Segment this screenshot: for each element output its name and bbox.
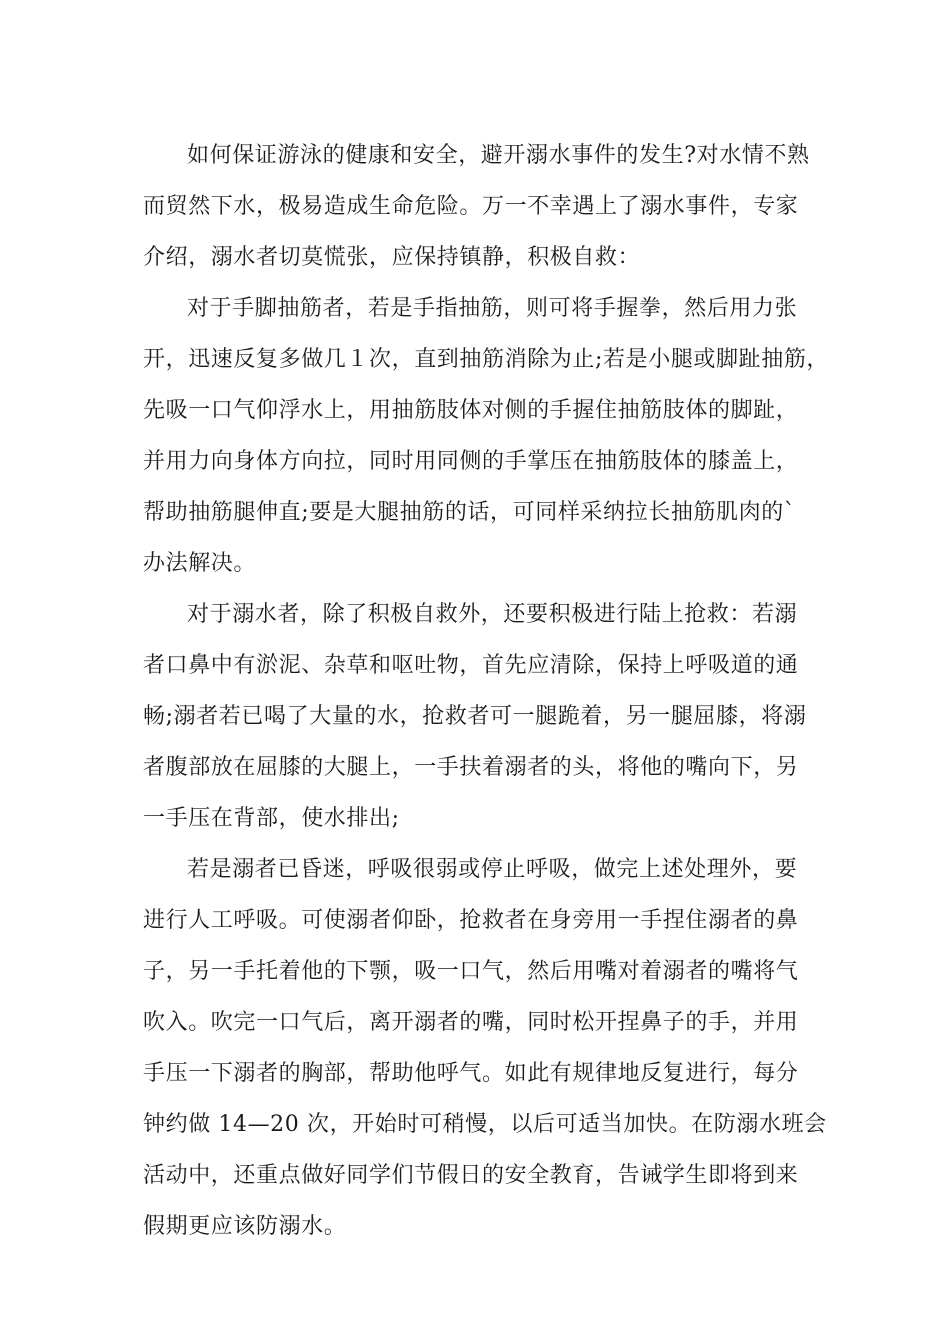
paragraph-line: 活动中，还重点做好同学们节假日的安全教育，告诫学生即将到来 [143, 1163, 799, 1188]
paragraph-line: 介绍，溺水者切莫慌张，应保持镇静，积极自救： [143, 245, 641, 270]
paragraph-line: 畅;溺者若已喝了大量的水，抢救者可一腿跪着，另一腿屈膝，将溺 [143, 704, 807, 729]
paragraph-land-rescue [143, 589, 823, 844]
paragraph-line: 帮助抽筋腿伸直;要是大腿抽筋的话，可同样采纳拉长抽筋肌肉的` [143, 500, 796, 525]
document-body [143, 130, 830, 1252]
paragraph-line: 者腹部放在屈膝的大腿上，一手扶着溺者的头，将他的嘴向下，另 [143, 755, 799, 780]
paragraph-line: 假期更应该防溺水。 [143, 1214, 347, 1239]
paragraph-cramp-handling [143, 283, 830, 589]
paragraph-line: 者口鼻中有淤泥、杂草和呕吐物，首先应清除，保持上呼吸道的通 [143, 653, 799, 678]
paragraph-line: 若是溺者已昏迷，呼吸很弱或停止呼吸，做完上述处理外，要 [187, 857, 798, 882]
paragraph-line: 对于手脚抽筋者，若是手指抽筋，则可将手握拳，然后用力张 [187, 296, 798, 321]
paragraph-safety-intro [143, 130, 823, 283]
paragraph-line: 一手压在背部，使水排出; [143, 806, 400, 831]
paragraph-line: 子，另一手托着他的下颚，吸一口气，然后用嘴对着溺者的嘴将气 [143, 959, 799, 984]
paragraph-line: 吹入。吹完一口气后，离开溺者的嘴，同时松开捏鼻子的手，并用 [143, 1010, 799, 1035]
paragraph-line: 对于溺水者，除了积极自救外，还要积极进行陆上抢救：若溺 [187, 602, 798, 627]
paragraph-artificial-respiration [143, 844, 827, 1252]
paragraph-line: 先吸一口气仰浮水上，用抽筋肢体对侧的手握住抽筋肢体的脚趾， [143, 398, 799, 423]
paragraph-line: 并用力向身体方向拉，同时用同侧的手掌压在抽筋肢体的膝盖上， [143, 449, 799, 474]
paragraph-line: 而贸然下水，极易造成生命危险。万一不幸遇上了溺水事件，专家 [143, 194, 799, 219]
paragraph-line: 钟约做 14—20 次，开始时可稍慢，以后可适当加快。在防溺水班会 [143, 1112, 827, 1137]
paragraph-line: 手压一下溺者的胸部，帮助他呼气。如此有规律地反复进行，每分 [143, 1061, 799, 1086]
paragraph-line: 办法解决。 [143, 551, 257, 576]
paragraph-line: 进行人工呼吸。可使溺者仰卧，抢救者在身旁用一手捏住溺者的鼻 [143, 908, 799, 933]
paragraph-line: 开，迅速反复多做几１次，直到抽筋消除为止;若是小腿或脚趾抽筋， [143, 347, 830, 372]
paragraph-line: 如何保证游泳的健康和安全，避开溺水事件的发生?对水情不熟 [187, 143, 810, 168]
